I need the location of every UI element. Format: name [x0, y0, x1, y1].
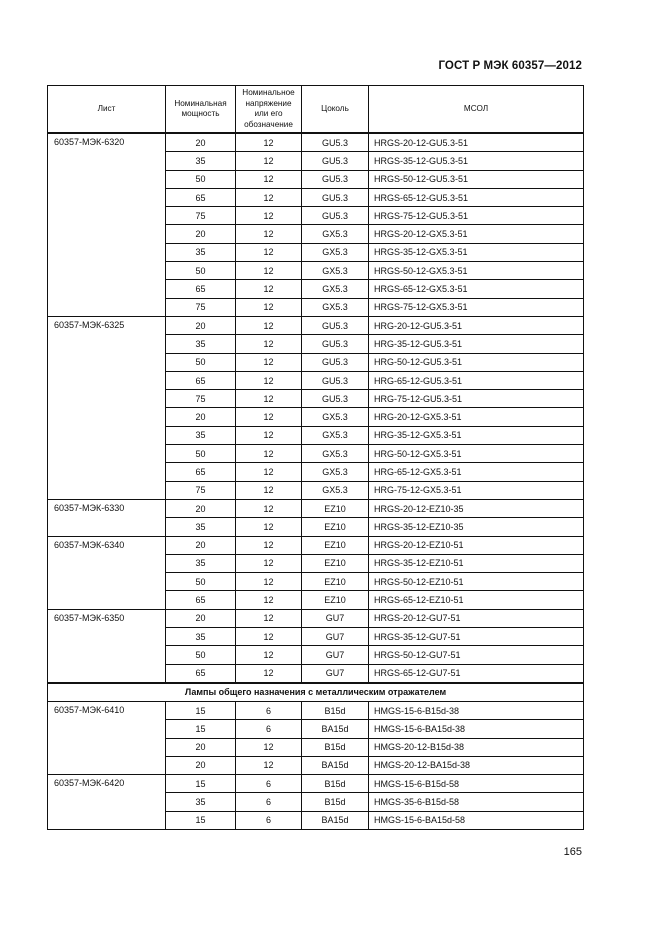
- power-cell: 65: [166, 188, 236, 206]
- msol-cell: HRGS-75-12-GU5.3-51: [369, 207, 584, 225]
- sheet-cell: 60357-МЭК-6410: [48, 701, 166, 774]
- table-row: [48, 775, 584, 793]
- power-cell: 75: [166, 207, 236, 225]
- msol-cell: HRG-65-12-GU5.3-51: [369, 371, 584, 389]
- voltage-cell: 12: [236, 554, 302, 572]
- cap-cell: GX5.3: [302, 243, 369, 261]
- msol-cell: HRGS-20-12-EZ10-35: [369, 499, 584, 517]
- voltage-cell: 12: [236, 280, 302, 298]
- sheet-cell: 60357-МЭК-6325: [48, 316, 166, 499]
- cap-cell: EZ10: [302, 536, 369, 554]
- voltage-cell: 12: [236, 609, 302, 627]
- msol-cell: HRGS-20-12-GX5.3-51: [369, 225, 584, 243]
- table-row: [48, 499, 584, 517]
- voltage-cell: 12: [236, 371, 302, 389]
- power-cell: 15: [166, 775, 236, 793]
- table-row: [48, 133, 584, 152]
- cap-cell: B15d: [302, 701, 369, 719]
- voltage-cell: 6: [236, 793, 302, 811]
- msol-cell: HRG-65-12-GX5.3-51: [369, 463, 584, 481]
- msol-cell: HRGS-35-12-GX5.3-51: [369, 243, 584, 261]
- sheet-cell: 60357-МЭК-6350: [48, 609, 166, 683]
- msol-cell: HRGS-20-12-EZ10-51: [369, 536, 584, 554]
- sheet-cell: 60357-МЭК-6330: [48, 499, 166, 536]
- cap-cell: EZ10: [302, 518, 369, 536]
- power-cell: 50: [166, 170, 236, 188]
- power-cell: 20: [166, 133, 236, 152]
- voltage-cell: 12: [236, 390, 302, 408]
- col-header-sheet: Лист: [48, 86, 166, 134]
- voltage-cell: 12: [236, 335, 302, 353]
- cap-cell: GU5.3: [302, 316, 369, 334]
- voltage-cell: 12: [236, 756, 302, 774]
- voltage-cell: 6: [236, 775, 302, 793]
- msol-cell: HRGS-50-12-GU5.3-51: [369, 170, 584, 188]
- table-row: [48, 536, 584, 554]
- voltage-cell: 12: [236, 408, 302, 426]
- power-cell: 20: [166, 316, 236, 334]
- power-cell: 65: [166, 280, 236, 298]
- power-cell: 50: [166, 445, 236, 463]
- power-cell: 65: [166, 591, 236, 609]
- voltage-cell: 12: [236, 298, 302, 316]
- voltage-cell: 12: [236, 170, 302, 188]
- voltage-cell: 12: [236, 188, 302, 206]
- power-cell: 50: [166, 646, 236, 664]
- power-cell: 35: [166, 152, 236, 170]
- power-cell: 20: [166, 499, 236, 517]
- cap-cell: GU7: [302, 628, 369, 646]
- power-cell: 35: [166, 628, 236, 646]
- cap-cell: GX5.3: [302, 426, 369, 444]
- msol-cell: HRGS-65-12-GU7-51: [369, 664, 584, 683]
- cap-cell: BA15d: [302, 811, 369, 829]
- msol-cell: HMGS-15-6-BA15d-58: [369, 811, 584, 829]
- cap-cell: GX5.3: [302, 280, 369, 298]
- power-cell: 65: [166, 371, 236, 389]
- table-row: [48, 609, 584, 627]
- power-cell: 75: [166, 481, 236, 499]
- sheet-cell: 60357-МЭК-6420: [48, 775, 166, 830]
- power-cell: 75: [166, 390, 236, 408]
- voltage-cell: 12: [236, 738, 302, 756]
- power-cell: 35: [166, 243, 236, 261]
- power-cell: 15: [166, 701, 236, 719]
- msol-cell: HRGS-50-12-EZ10-51: [369, 573, 584, 591]
- section-row: [48, 683, 584, 702]
- sheet-cell: 60357-МЭК-6340: [48, 536, 166, 609]
- msol-cell: HRGS-20-12-GU7-51: [369, 609, 584, 627]
- msol-cell: HRG-50-12-GU5.3-51: [369, 353, 584, 371]
- voltage-cell: 12: [236, 628, 302, 646]
- voltage-cell: 12: [236, 536, 302, 554]
- voltage-cell: 12: [236, 664, 302, 683]
- power-cell: 75: [166, 298, 236, 316]
- cap-cell: B15d: [302, 738, 369, 756]
- table-row: [48, 701, 584, 719]
- msol-cell: HRG-75-12-GX5.3-51: [369, 481, 584, 499]
- cap-cell: GU5.3: [302, 133, 369, 152]
- power-cell: 15: [166, 811, 236, 829]
- lamp-table: [47, 85, 584, 830]
- cap-cell: GX5.3: [302, 481, 369, 499]
- power-cell: 50: [166, 353, 236, 371]
- voltage-cell: 6: [236, 720, 302, 738]
- voltage-cell: 12: [236, 243, 302, 261]
- power-cell: 20: [166, 738, 236, 756]
- voltage-cell: 12: [236, 591, 302, 609]
- voltage-cell: 12: [236, 573, 302, 591]
- voltage-cell: 12: [236, 262, 302, 280]
- msol-cell: HRGS-65-12-GU5.3-51: [369, 188, 584, 206]
- cap-cell: GU5.3: [302, 170, 369, 188]
- power-cell: 65: [166, 664, 236, 683]
- msol-cell: HMGS-35-6-B15d-58: [369, 793, 584, 811]
- msol-cell: HRG-75-12-GU5.3-51: [369, 390, 584, 408]
- msol-cell: HRGS-65-12-EZ10-51: [369, 591, 584, 609]
- voltage-cell: 12: [236, 518, 302, 536]
- cap-cell: GU5.3: [302, 371, 369, 389]
- voltage-cell: 12: [236, 316, 302, 334]
- voltage-cell: 6: [236, 701, 302, 719]
- msol-cell: HRG-20-12-GU5.3-51: [369, 316, 584, 334]
- document-header: ГОСТ Р МЭК 60357—2012: [438, 60, 582, 72]
- voltage-cell: 12: [236, 225, 302, 243]
- voltage-cell: 12: [236, 353, 302, 371]
- voltage-cell: 12: [236, 133, 302, 152]
- cap-cell: GU7: [302, 609, 369, 627]
- table-header-row: [48, 86, 584, 134]
- cap-cell: EZ10: [302, 591, 369, 609]
- cap-cell: GX5.3: [302, 463, 369, 481]
- col-header-voltage: Номинальное напряжение или его обозначение: [236, 86, 302, 134]
- page-number: 165: [563, 846, 582, 858]
- cap-cell: GU5.3: [302, 335, 369, 353]
- voltage-cell: 6: [236, 811, 302, 829]
- msol-cell: HRGS-35-12-EZ10-35: [369, 518, 584, 536]
- cap-cell: GX5.3: [302, 408, 369, 426]
- msol-cell: HMGS-20-12-B15d-38: [369, 738, 584, 756]
- cap-cell: B15d: [302, 775, 369, 793]
- msol-cell: HRG-50-12-GX5.3-51: [369, 445, 584, 463]
- msol-cell: HRG-35-12-GU5.3-51: [369, 335, 584, 353]
- msol-cell: HRGS-35-12-EZ10-51: [369, 554, 584, 572]
- section-title: Лампы общего назначения с металлическим отражателем: [48, 683, 584, 702]
- msol-cell: HRGS-20-12-GU5.3-51: [369, 133, 584, 152]
- voltage-cell: 12: [236, 646, 302, 664]
- cap-cell: EZ10: [302, 499, 369, 517]
- power-cell: 35: [166, 426, 236, 444]
- cap-cell: BA15d: [302, 720, 369, 738]
- msol-cell: HRGS-75-12-GX5.3-51: [369, 298, 584, 316]
- power-cell: 65: [166, 463, 236, 481]
- msol-cell: HMGS-15-6-B15d-58: [369, 775, 584, 793]
- table-body-part1: [48, 133, 584, 683]
- power-cell: 35: [166, 518, 236, 536]
- voltage-cell: 12: [236, 463, 302, 481]
- msol-cell: HMGS-15-6-B15d-38: [369, 701, 584, 719]
- sheet-cell: 60357-МЭК-6320: [48, 133, 166, 316]
- msol-cell: HRG-35-12-GX5.3-51: [369, 426, 584, 444]
- power-cell: 20: [166, 408, 236, 426]
- cap-cell: GX5.3: [302, 298, 369, 316]
- power-cell: 35: [166, 793, 236, 811]
- power-cell: 35: [166, 554, 236, 572]
- cap-cell: GU7: [302, 646, 369, 664]
- power-cell: 20: [166, 225, 236, 243]
- power-cell: 35: [166, 335, 236, 353]
- msol-cell: HRGS-50-12-GX5.3-51: [369, 262, 584, 280]
- cap-cell: EZ10: [302, 554, 369, 572]
- table-body-part2: [48, 701, 584, 829]
- cap-cell: GU5.3: [302, 152, 369, 170]
- power-cell: 50: [166, 262, 236, 280]
- msol-cell: HRGS-35-12-GU7-51: [369, 628, 584, 646]
- power-cell: 20: [166, 609, 236, 627]
- cap-cell: GX5.3: [302, 225, 369, 243]
- voltage-cell: 12: [236, 426, 302, 444]
- power-cell: 50: [166, 573, 236, 591]
- voltage-cell: 12: [236, 207, 302, 225]
- power-cell: 20: [166, 756, 236, 774]
- col-header-cap: Цоколь: [302, 86, 369, 134]
- cap-cell: GU5.3: [302, 188, 369, 206]
- cap-cell: GX5.3: [302, 262, 369, 280]
- msol-cell: HRG-20-12-GX5.3-51: [369, 408, 584, 426]
- cap-cell: GX5.3: [302, 445, 369, 463]
- voltage-cell: 12: [236, 445, 302, 463]
- msol-cell: HMGS-20-12-BA15d-38: [369, 756, 584, 774]
- cap-cell: GU5.3: [302, 390, 369, 408]
- voltage-cell: 12: [236, 481, 302, 499]
- cap-cell: B15d: [302, 793, 369, 811]
- msol-cell: HMGS-15-6-BA15d-38: [369, 720, 584, 738]
- cap-cell: BA15d: [302, 756, 369, 774]
- table-section: [48, 683, 584, 702]
- power-cell: 20: [166, 536, 236, 554]
- col-header-power: Номинальная мощность: [166, 86, 236, 134]
- col-header-msol: МСОЛ: [369, 86, 584, 134]
- table-row: [48, 316, 584, 334]
- power-cell: 15: [166, 720, 236, 738]
- cap-cell: GU5.3: [302, 207, 369, 225]
- cap-cell: GU7: [302, 664, 369, 683]
- voltage-cell: 12: [236, 499, 302, 517]
- voltage-cell: 12: [236, 152, 302, 170]
- msol-cell: HRGS-50-12-GU7-51: [369, 646, 584, 664]
- msol-cell: HRGS-35-12-GU5.3-51: [369, 152, 584, 170]
- cap-cell: GU5.3: [302, 353, 369, 371]
- cap-cell: EZ10: [302, 573, 369, 591]
- msol-cell: HRGS-65-12-GX5.3-51: [369, 280, 584, 298]
